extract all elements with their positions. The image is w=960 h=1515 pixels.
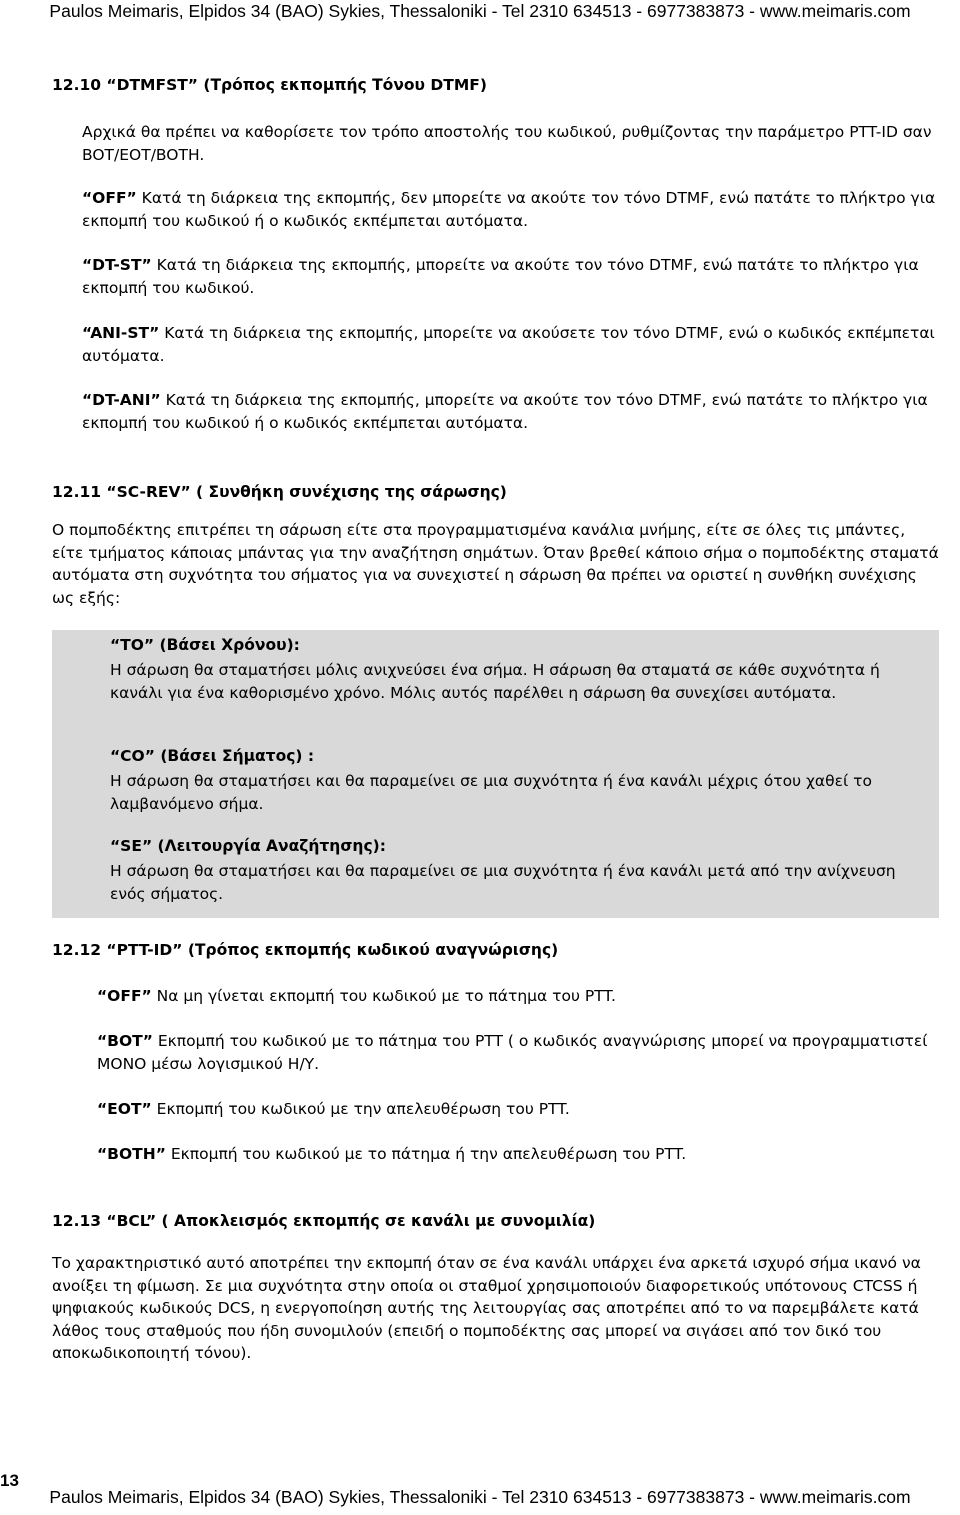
- mode-co-title: “CO” (Βάσει Σήματος) :: [110, 747, 315, 765]
- term-dt-ani: “DT-ANI”: [82, 391, 161, 409]
- screv-intro: Ο πομποδέκτης επιτρέπει τη σάρωση είτε στα προγραμματισμένα κανάλια μνήμης, είτε σε όλες τις μπάντες, είτε τμήματος κάποιας μπάντας για την αναζήτηση σημάτων. Όταν βρεθεί κάποιο σήμα ο πομποδέκτης σταματά αυτόματα στη συχνότητα του σήματος για να συνεχιστεί η σάρωση θα πρέπει να οριστεί η συνθήκη συνέχισης ως εξής:: [52, 521, 939, 607]
- desc-dt-st: Κατά τη διάρκεια της εκπομπής, μπορείτε να ακούτε τον τόνο DTMF, ενώ πατάτε το πλήκτρο για εκπομπή του κωδικού.: [82, 256, 919, 297]
- mode-to-text: Η σάρωση θα σταματήσει μόλις ανιχνεύσει ένα σήμα. Η σάρωση θα σταματά σε κάθε συχνότητα ή κανάλι για ένα καθορισμένο χρόνο. Μόλις αυτός παρέλθει η σάρωση θα συνεχίσει αυτόματα.: [110, 661, 880, 702]
- desc-pttid-bot: Εκπομπή του κωδικού με το πάτημα του PTT ( ο κωδικός αναγνώρισης μπορεί να προγραμματιστεί ΜΟΝΟ μέσω λογισμικού Η/Υ.: [97, 1032, 928, 1073]
- term-ani-st: “ANI-ST”: [82, 324, 160, 342]
- term-pttid-both: “BOTH”: [97, 1145, 166, 1163]
- pttid-bot: [97, 1030, 940, 1075]
- desc-pttid-off: Να μη γίνεται εκπομπή του κωδικού με το πάτημα του PTT.: [151, 987, 616, 1005]
- mode-co-text: Η σάρωση θα σταματήσει και θα παραμείνει σε μια συχνότητα ή ένα κανάλι μέχρις ότου χαθεί το λαμβανόμενο σήμα.: [110, 772, 872, 813]
- section-title-12-11: 12.11 “SC-REV” ( Συνθήκη συνέχισης της σάρωσης): [52, 483, 507, 501]
- desc-pttid-eot: Εκπομπή του κωδικού με την απελευθέρωση του PTT.: [151, 1100, 570, 1118]
- option-dt-ani: [82, 389, 940, 434]
- bcl-text: Το χαρακτηριστικό αυτό αποτρέπει την εκπομπή όταν σε ένα κανάλι υπάρχει ένα αρκετά ισχυρό σήμα ικανό να ανοίξει τη φίμωση. Σε μια συχνότητα στην οποία οι σταθμοί χρησιμοποιούν διαφορετικούς υπότονους CTCSS ή ψηφιακούς κωδικούς DCS, η ενεργοποίηση αυτής της λειτουργίας σας αποτρέπει από το να παρεμβάλετε κατά λάθος τους σταθμούς που ήδη συνομιλούν (επειδή ο πομποδέκτης σας μπορεί να σιγάσει από τον δικό του αποκωδικοποιητή τόνου).: [52, 1254, 921, 1362]
- option-ani-st: [82, 322, 954, 367]
- term-pttid-off: “OFF”: [97, 987, 152, 1005]
- pttid-off: [97, 985, 940, 1008]
- desc-dt-ani: Κατά τη διάρκεια της εκπομπής, μπορείτε να ακούτε τον τόνο DTMF, ενώ πατάτε το πλήκτρο για εκπομπή του κωδικού ή ο κωδικός εκπέμπεται αυτόματα.: [82, 391, 928, 432]
- mode-se-text: Η σάρωση θα σταματήσει και θα παραμείνει σε μια συχνότητα ή ένα κανάλι μετά από την ανίχνευση ενός σήματος.: [110, 862, 896, 903]
- mode-se-title: “SE” (Λειτουργία Αναζήτησης):: [110, 837, 386, 855]
- page-header: Paulos Meimaris, Elpidos 34 (BAO) Sykies, Thessaloniki - Tel 2310 634513 - 6977383873 - www.meimaris.com: [49, 1, 911, 21]
- section-title-12-13: 12.13 “BCL” ( Αποκλεισμός εκπομπής σε κανάλι με συνομιλία): [52, 1212, 596, 1230]
- desc-pttid-both: Εκπομπή του κωδικού με το πάτημα ή την απελευθέρωση του PTT.: [165, 1145, 687, 1163]
- term-off: “OFF”: [82, 189, 137, 207]
- desc-off: Κατά τη διάρκεια της εκπομπής, δεν μπορείτε να ακούτε τον τόνο DTMF, ενώ πατάτε το πλήκτρο για εκπομπή του κωδικού ή ο κωδικός εκπέμπεται αυτόματα.: [82, 189, 936, 230]
- page-number: 13: [0, 1471, 19, 1490]
- desc-ani-st: Κατά τη διάρκεια της εκπομπής, μπορείτε να ακούσετε τον τόνο DTMF, ενώ ο κωδικός εκπέμπεται αυτόματα.: [82, 324, 935, 365]
- option-off: [82, 187, 940, 232]
- page-footer: Paulos Meimaris, Elpidos 34 (BAO) Sykies, Thessaloniki - Tel 2310 634513 - 6977383873 - www.meimaris.com: [49, 1487, 911, 1507]
- pttid-eot: [97, 1098, 940, 1121]
- mode-to-title: “TO” (Βάσει Χρόνου):: [110, 636, 300, 654]
- section-title-12-12: 12.12 “PTT-ID” (Τρόπος εκπομπής κωδικού αναγνώρισης): [52, 941, 559, 959]
- term-pttid-bot: “BOT”: [97, 1032, 153, 1050]
- option-dt-st: [82, 254, 940, 299]
- dtmfst-intro: Αρχικά θα πρέπει να καθορίσετε τον τρόπο αποστολής του κωδικού, ρυθμίζοντας την παράμετρο PTT-ID σαν BOT/EOT/BOTH.: [82, 123, 932, 164]
- term-dt-st: “DT-ST”: [82, 256, 152, 274]
- section-title-12-10: 12.10 “DTMFST” (Τρόπος εκπομπής Τόνου DTMF): [52, 76, 487, 94]
- pttid-both: [97, 1143, 940, 1166]
- term-pttid-eot: “EOT”: [97, 1100, 152, 1118]
